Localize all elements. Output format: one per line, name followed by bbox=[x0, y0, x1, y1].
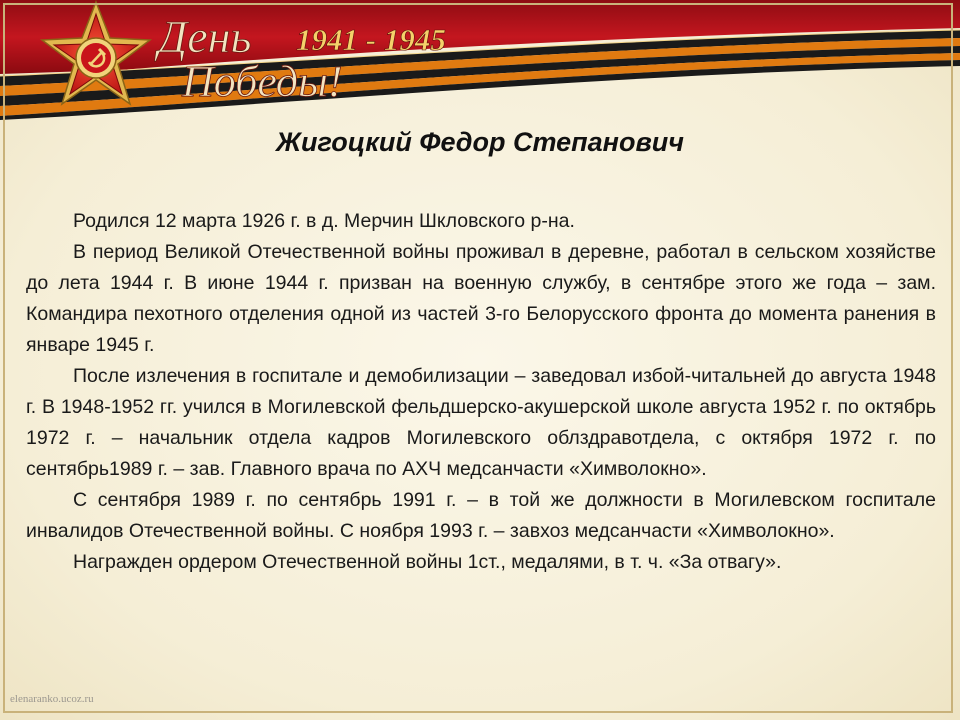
watermark: elenaranko.ucoz.ru bbox=[10, 693, 94, 705]
paragraph: С сентября 1989 г. по сентябрь 1991 г. – в той же должности в Могилевском госпитале инвалидов Отечественной войны. С ноября 1993 г. – завхоз медсанчасти «Химволокно». bbox=[26, 489, 936, 542]
paragraph: В период Великой Отечественной войны проживал в деревне, работал в сельском хозяйстве до лета 1944 г. В июне 1944 г. призван на военную службу, в сентябре этого же года – зам. Командира пехотного отделения одной из частей 3-го Белорусского фронта до момента ранения в январе 1945 г. bbox=[26, 241, 936, 356]
biography-text bbox=[26, 206, 936, 578]
paragraph: Награжден ордером Отечественной войны 1ст., медалями, в т. ч. «За отвагу». bbox=[73, 551, 782, 573]
header-banner bbox=[0, 0, 960, 120]
header-pobedy: Победы! bbox=[182, 57, 343, 106]
header-years: 1941 - 1945 bbox=[296, 22, 446, 57]
paragraph: После излечения в госпитале и демобилизации – заведовал избой-читальней до августа 1948 г. В 1948-1952 гг. учился в Могилевской фельдшерско-акушерской школе августа 1952 г. по октябрь 1972 г. – начальник отдела кадров Могилевского облздравотдела, с октября 1972 г. по сентябрь1989 г. – зав. Главного врача по АХЧ медсанчасти «Химволокно». bbox=[26, 365, 936, 480]
paragraph: Родился 12 марта 1926 г. в д. Мерчин Шкловского р-на. bbox=[73, 210, 575, 232]
page-title: Жигоцкий Федор Степанович bbox=[276, 127, 684, 157]
header-den: День bbox=[158, 11, 252, 62]
